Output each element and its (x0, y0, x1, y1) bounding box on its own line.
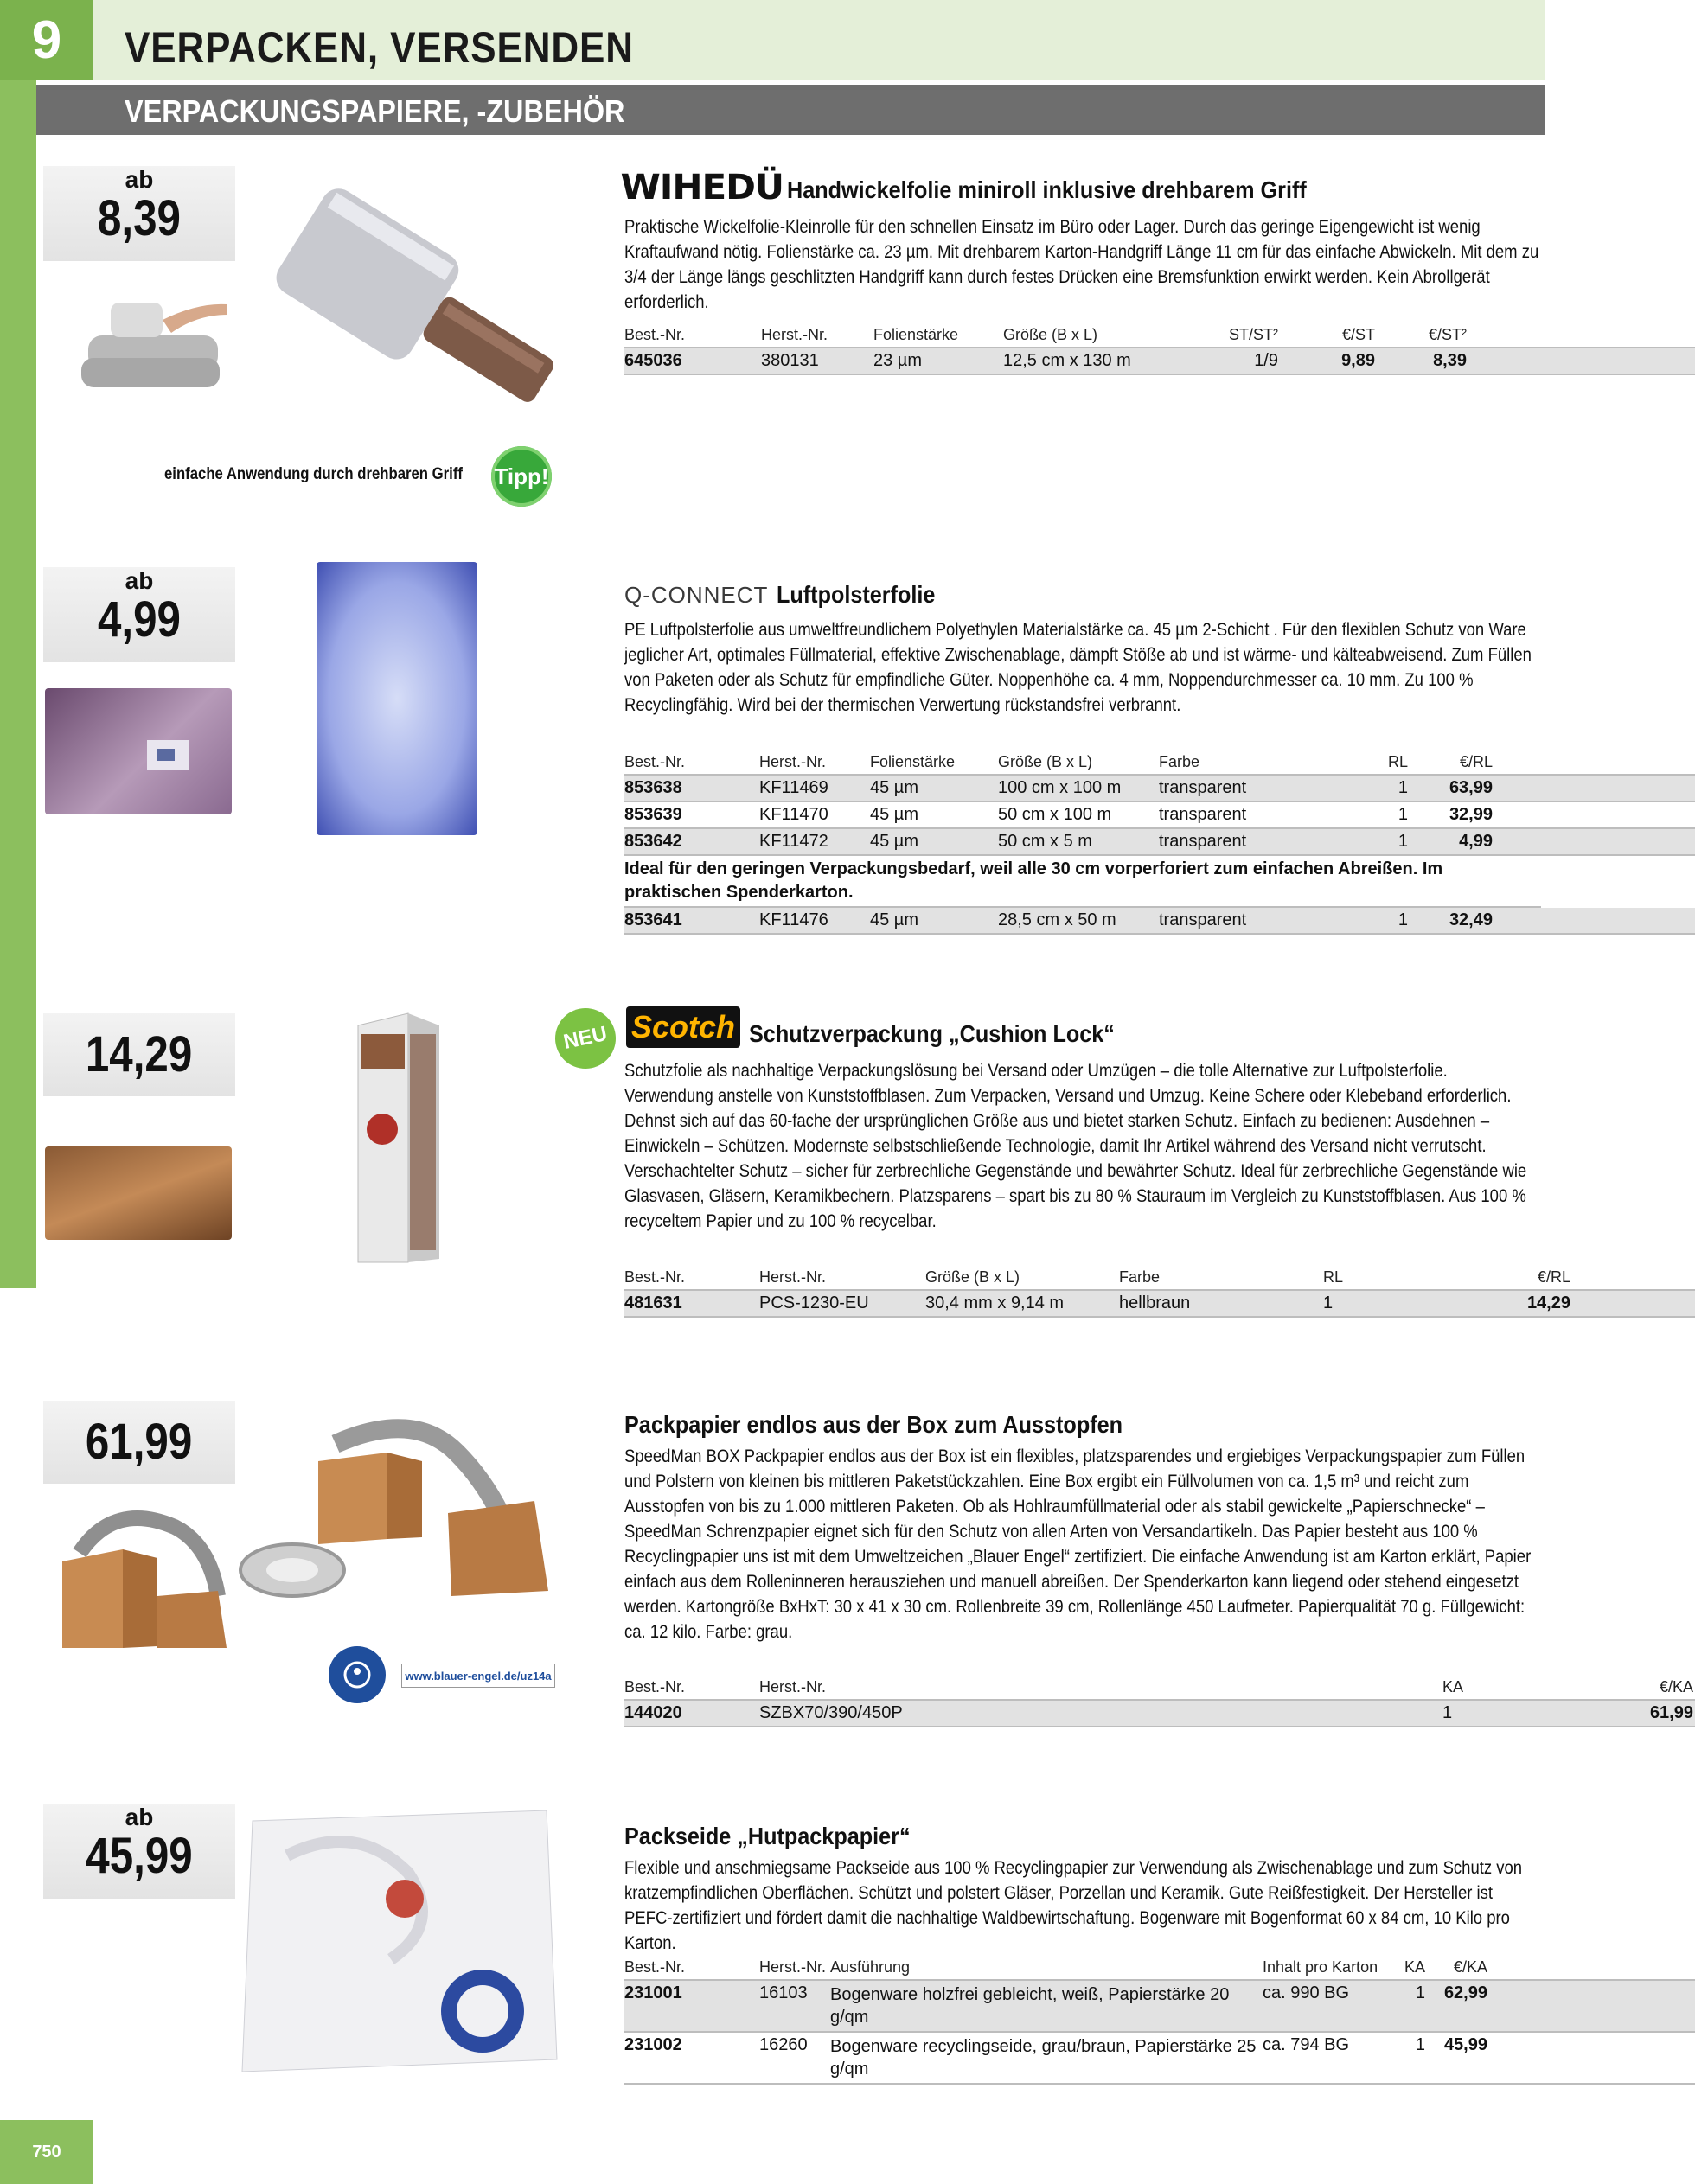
table-row[interactable] (624, 1701, 1695, 1727)
cell-eur-rl: 4,99 (1459, 832, 1493, 851)
col-groesse: Größe (B x L) (1003, 326, 1098, 343)
col-groesse: Größe (B x L) (925, 1268, 1020, 1286)
price-value: 45,99 (86, 1828, 193, 1884)
table-header (624, 1674, 1695, 1701)
col-herst-nr: Herst.-Nr. (759, 1678, 827, 1695)
cell-herst-nr: KF11476 (759, 910, 828, 929)
blauer-engel-logo (329, 1646, 386, 1703)
product-photo-box (353, 1008, 446, 1268)
cell-groesse: 12,5 cm x 130 m (1003, 351, 1131, 370)
product-title: Schutzverpackung „Cushion Lock“ (749, 1020, 1115, 1047)
new-badge: NEU (549, 1002, 621, 1074)
cell-groesse: 30,4 mm x 9,14 m (925, 1293, 1065, 1312)
product-table (624, 1674, 1695, 1727)
product-photo-bubble-detail (45, 688, 232, 814)
cell-eur-rl: 32,49 (1449, 910, 1493, 929)
side-strip-lower (0, 1288, 36, 2184)
col-best-nr: Best.-Nr. (624, 753, 686, 770)
col-farbe: Farbe (1119, 1268, 1161, 1286)
cell-st-st2: 1/9 (1254, 351, 1278, 370)
cell-rl: 1 (1323, 1293, 1334, 1312)
cell-folienstaerke: 45 µm (870, 778, 918, 797)
price-box (43, 1401, 235, 1484)
cell-ausfuehrung: Bogenware holzfrei gebleicht, weiß, Papierstärke 20 g/qm (830, 1985, 1230, 2027)
product-heading (624, 581, 953, 609)
cell-eur-ka: 62,99 (1443, 1983, 1487, 2002)
table-row[interactable] (624, 776, 1695, 802)
cell-herst-nr: KF11472 (759, 832, 828, 851)
col-eur-st: €/ST (1341, 326, 1375, 343)
product-description: PE Luftpolsterfolie aus umweltfreundlichem Polyethylen Materialstärke ca. 45 µm 2-Schicht . Für den flexiblen Schutz von Ware jeglicher Art, optimales Füllmaterial, effektive Zwischenablage, dämpft Stöße ab und ist wärme- und kälteabweisend. Zum Füllen von Paketen oder als Schutz für empfindliche Güter. Noppenhöhe ca. 4 mm, Noppendurchmesser ca. 10 mm. Zu 100 % Recyclingfähig. Wird bei der thermischen Verwertung rückstandsfrei verbrannt. (624, 619, 1532, 715)
col-eur-rl: €/RL (1459, 753, 1493, 770)
price-value: 8,39 (98, 190, 181, 246)
col-eur-ka: €/KA (1453, 1958, 1487, 1976)
cell-farbe: transparent (1159, 832, 1247, 851)
col-groesse: Größe (B x L) (998, 753, 1093, 770)
cell-herst-nr: KF11469 (759, 778, 828, 797)
product-table (624, 1954, 1695, 2085)
page-subtitle: VERPACKUNGSPAPIERE, -ZUBEHÖR (125, 93, 625, 129)
price-prefix: ab (125, 1804, 154, 1830)
cell-folienstaerke: 45 µm (870, 832, 918, 851)
bubble-wrap-detail-icon (45, 688, 232, 814)
price-value: 61,99 (86, 1414, 193, 1470)
col-folienstaerke: Folienstärke (870, 753, 956, 770)
col-folienstaerke: Folienstärke (873, 326, 959, 343)
cell-folienstaerke: 45 µm (870, 910, 918, 929)
product-photo-paper-box-small (45, 1501, 232, 1651)
product-photo-roll (235, 188, 557, 412)
side-strip (0, 0, 36, 1288)
cell-best-nr: 481631 (624, 1293, 682, 1312)
col-best-nr: Best.-Nr. (624, 326, 686, 343)
col-herst-nr: Herst.-Nr. (759, 1958, 827, 1976)
cell-eur-rl: 32,99 (1449, 805, 1493, 824)
page-number: 750 (0, 2120, 93, 2184)
table-note: Ideal für den geringen Verpackungsbedarf, weil alle 30 cm vorperforiert zum einfachen Abreißen. Im praktischen Spenderkarton. (624, 856, 1541, 908)
table-header (624, 1264, 1695, 1291)
col-best-nr: Best.-Nr. (624, 1268, 686, 1286)
cell-rl: 1 (1398, 910, 1408, 929)
price-prefix: ab (125, 567, 154, 594)
cell-groesse: 100 cm x 100 m (998, 778, 1122, 797)
cell-groesse: 50 cm x 100 m (998, 805, 1112, 824)
product-table (624, 322, 1695, 375)
price-value: 14,29 (86, 1026, 193, 1082)
table-row[interactable] (624, 1291, 1695, 1318)
product-photo-paper-box-large (240, 1418, 560, 1608)
cell-best-nr: 231001 (624, 1983, 682, 2002)
cell-ausfuehrung: Bogenware recyclingseide, grau/braun, Papierstärke 25 g/qm (830, 2037, 1257, 2079)
brand-logo-scotch: Scotch (626, 1006, 740, 1048)
cell-eur-st2: 8,39 (1433, 351, 1467, 370)
cell-best-nr: 853638 (624, 778, 682, 797)
tip-text: einfache Anwendung durch drehbaren Griff (164, 465, 463, 483)
table-row[interactable] (624, 2033, 1695, 2085)
cell-farbe: transparent (1159, 805, 1247, 824)
table-row[interactable] (624, 908, 1695, 935)
eco-url[interactable]: www.blauer-engel.de/uz14a (401, 1664, 555, 1688)
product-description: Praktische Wickelfolie-Kleinrolle für den schnellen Einsatz im Büro oder Lager. Durch das geringe Eigengewicht ist wenig Kraftaufwand nötig. Folienstärke ca. 23 µm. Mit drehbarem Karton-Handgriff Länge 11 cm für das einfache Abwickeln. Mit dem zu 3/4 der Länge längs geschlitzten Handgriff kann durch festes Drücken eine Bremsfunktion erwirkt werden. Kein Abrollgerät erforderlich. (624, 216, 1539, 312)
table-row[interactable] (624, 1981, 1695, 2033)
price-value: 4,99 (98, 591, 181, 648)
chapter-number: 9 (0, 0, 93, 80)
cell-ka: 1 (1415, 2035, 1425, 2054)
cell-herst-nr: SZBX70/390/450P (759, 1703, 903, 1722)
cell-farbe: transparent (1159, 910, 1247, 929)
cell-eur-rl: 63,99 (1449, 778, 1493, 797)
price-box (43, 166, 235, 261)
cell-groesse: 50 cm x 5 m (998, 832, 1092, 851)
cell-farbe: transparent (1159, 778, 1247, 797)
cell-best-nr: 144020 (624, 1703, 682, 1722)
tissue-paper-icon (235, 1804, 562, 2077)
col-best-nr: Best.-Nr. (624, 1958, 686, 1976)
cell-herst-nr: 16260 (759, 2035, 808, 2054)
cell-herst-nr: 380131 (761, 351, 819, 370)
paper-dispenser-setup-icon (240, 1418, 560, 1608)
product-description: SpeedMan BOX Packpapier endlos aus der Box ist ein flexibles, platzsparendes und ergiebiges Verpackungspapier zum Füllen und Polstern von kleinen bis mittleren Paketstückzahlen. Eine Box ergibt ein Füllvolumen von ca. 1,5 m³ und reicht zum Ausstopfen von bis zu 1.000 mittleren Paketen. Ob als Hohlraumfüllmaterial oder als stabil gewickelte „Papierschnecke“ – SpeedMan Schrenzpapier eignet sich für den Schutz von allen Arten von Versandartikeln. Das Papier besteht aus 100 % Recyclingpapier uns ist mit dem Umweltzeichen „Blauer Engel“ zertifiziert. Die einfache Anwendung ist am Karton erklärt, Papier einfach aus dem Rolleninneren herausziehen und manuell abreißen. Der Spenderkarton kann liegend oder stehend eingesetzt werden. Kartongröße BxHxT: 30 x 41 x 30 cm. Rollenbreite 39 cm, Rollenlänge 450 Laufmeter. Papierqualität 70 g. Füllgewicht: ca. 12 kilo. Farbe: grau. (624, 1446, 1532, 1642)
product-photo-bubble-roll (317, 562, 477, 835)
paper-dispenser-box-icon (45, 1501, 232, 1651)
cell-ka: 1 (1442, 1703, 1453, 1722)
cell-rl: 1 (1398, 778, 1408, 797)
cell-herst-nr: 16103 (759, 1983, 808, 2002)
col-rl: RL (1387, 753, 1408, 770)
cell-herst-nr: KF11470 (759, 805, 828, 824)
cell-eur-ka: 45,99 (1443, 2035, 1487, 2054)
brand-logo-wihedu: WIHEDÜ (620, 168, 784, 208)
product-description: Schutzfolie als nachhaltige Verpackungslösung bei Versand oder Umzügen – die tolle Alternative zur Luftpolsterfolie. Verwendung anstelle von Kunststoffblasen. Zum Verpacken, Versand und Umzug. Keine Schere oder Klebeband erforderlich. Dehnst sich auf das 60-fache der ursprünglichen Größe aus und bietet starken Schutz. Einfach zu bedienen: Ausdehnen – Einwickeln – Schützen. Modernste selbstschließende Technologie, damit Ihr Artikel während des Versand nicht verrutscht. Verschachtelter Schutz – sicher für zerbrechliche Gegenstände und bewährter Schutz. Ideal für zerbrechliche Gegenstände wie Glasvasen, Gläsern, Keramikbechern. Platzsparens – spart bis zu 80 % Stauraum im Vergleich zu Kunststoffblasen. Aus 100 % recyceltem Papier und zu 100 % recycelbar. (624, 1060, 1527, 1231)
product-photo-hand (76, 285, 232, 406)
cell-best-nr: 853641 (624, 910, 682, 929)
cell-best-nr: 853642 (624, 832, 682, 851)
product-title: Packpapier endlos aus der Box zum Ausstopfen (624, 1411, 1123, 1438)
col-ka: KA (1442, 1678, 1464, 1695)
product-heading (626, 1006, 1155, 1048)
col-rl: RL (1323, 1268, 1344, 1286)
col-inhalt: Inhalt pro Karton (1263, 1958, 1378, 1976)
table-header (624, 322, 1695, 348)
table-header (624, 749, 1695, 776)
page-title: VERPACKEN, VERSENDEN (125, 23, 634, 72)
col-herst-nr: Herst.-Nr. (759, 1268, 827, 1286)
cell-eur-rl: 14,29 (1526, 1293, 1570, 1312)
col-herst-nr: Herst.-Nr. (759, 753, 827, 770)
cell-rl: 1 (1398, 832, 1408, 851)
cell-inhalt: ca. 794 BG (1263, 2035, 1350, 2054)
brand-logo-qconnect: Q-CONNECT (624, 582, 769, 608)
col-eur-st2: €/ST² (1428, 326, 1467, 343)
cushion-lock-box-icon (353, 1008, 446, 1268)
cell-eur-st: 9,89 (1341, 351, 1375, 370)
cell-eur-ka: 61,99 (1649, 1703, 1693, 1722)
table-row[interactable] (624, 829, 1695, 856)
product-title: Packseide „Hutpackpapier“ (624, 1823, 911, 1849)
price-box (43, 1013, 235, 1096)
col-eur-ka: €/KA (1659, 1678, 1693, 1695)
blue-angel-icon (340, 1657, 374, 1692)
cell-folienstaerke: 45 µm (870, 805, 918, 824)
cell-groesse: 28,5 cm x 50 m (998, 910, 1116, 929)
cell-inhalt: ca. 990 BG (1263, 1983, 1350, 2002)
cell-folienstaerke: 23 µm (873, 351, 922, 370)
price-prefix: ab (125, 166, 154, 193)
product-heading (620, 168, 1364, 208)
col-herst-nr: Herst.-Nr. (761, 326, 828, 343)
table-header (624, 1954, 1695, 1981)
product-table (624, 1264, 1695, 1318)
col-st-st2: ST/ST² (1229, 326, 1278, 343)
cell-farbe: hellbraun (1119, 1293, 1191, 1312)
col-ausfuehrung: Ausführung (830, 1958, 911, 1976)
cell-rl: 1 (1398, 805, 1408, 824)
cell-best-nr: 645036 (624, 351, 682, 370)
col-eur-rl: €/RL (1537, 1268, 1570, 1286)
col-best-nr: Best.-Nr. (624, 1678, 686, 1695)
price-box (43, 1804, 235, 1899)
product-table (624, 749, 1695, 935)
table-row[interactable] (624, 802, 1695, 829)
cell-herst-nr: PCS-1230-EU (759, 1293, 869, 1312)
stretch-film-rolls-icon (76, 285, 232, 406)
price-box (43, 567, 235, 662)
stretch-film-roll-icon (235, 188, 557, 412)
cell-best-nr: 853639 (624, 805, 682, 824)
table-row[interactable] (624, 348, 1695, 375)
tip-badge: Tipp! (491, 446, 552, 507)
col-ka: KA (1404, 1958, 1425, 1976)
col-farbe: Farbe (1159, 753, 1200, 770)
product-title: Luftpolsterfolie (777, 581, 936, 608)
product-photo-wrapping (45, 1146, 232, 1240)
product-title: Handwickelfolie miniroll inklusive drehbarem Griff (786, 176, 1307, 203)
product-photo-tissue-paper (235, 1804, 562, 2077)
product-description: Flexible und anschmiegsame Packseide aus 100 % Recyclingpapier zur Verwendung als Zwischenablage und zum Schutz von kratzempfindlichen Oberflächen. Schützt und polstert Gläser, Porzellan und Keramik. Gute Reißfestigkeit. Der Hersteller ist PEFC-zertifiziert und fördert damit die nachhaltige Waldbewirtschaftung. Bogenware mit Bogenformat 60 x 84 cm, 10 Kilo pro Karton. (624, 1857, 1523, 1953)
cell-ka: 1 (1415, 1983, 1425, 2002)
cell-best-nr: 231002 (624, 2035, 682, 2054)
